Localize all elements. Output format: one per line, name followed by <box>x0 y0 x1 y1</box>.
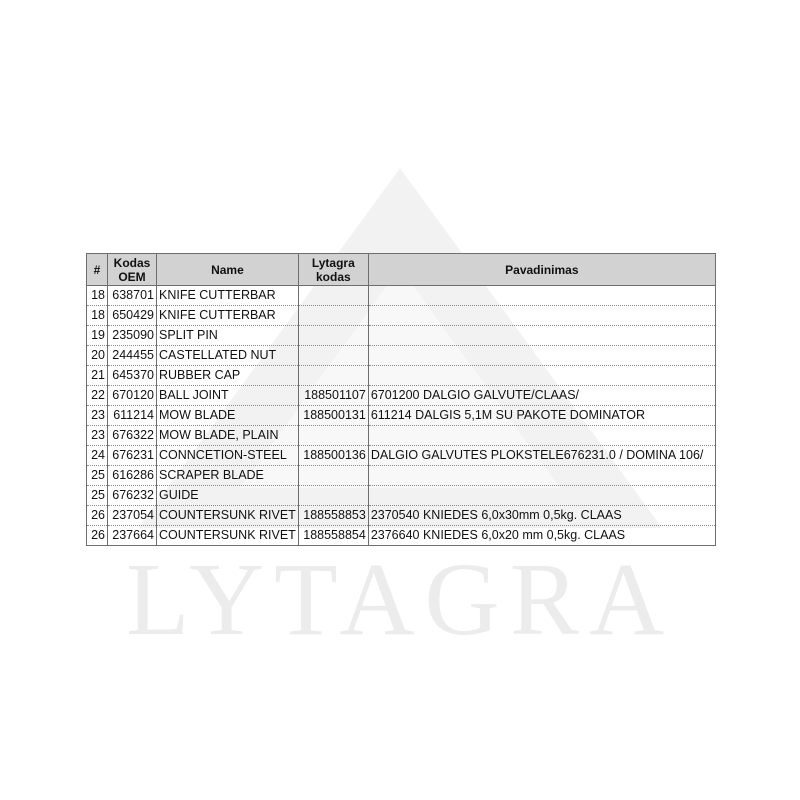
table-row <box>87 506 716 526</box>
cell-oem-code: 670120 <box>108 386 157 406</box>
cell-name: CASTELLATED NUT <box>157 346 299 366</box>
cell-oem-code: 650429 <box>108 306 157 326</box>
table-row <box>87 306 716 326</box>
cell-pavadinimas <box>368 426 715 446</box>
table-row <box>87 386 716 406</box>
cell-name: MOW BLADE <box>157 406 299 426</box>
cell-lytagra-code <box>298 366 368 386</box>
table-row <box>87 406 716 426</box>
cell-oem-code: 638701 <box>108 286 157 306</box>
table-row <box>87 466 716 486</box>
cell-pavadinimas <box>368 486 715 506</box>
cell-oem-code: 676231 <box>108 446 157 466</box>
cell-name: BALL JOINT <box>157 386 299 406</box>
cell-lytagra-code: 188501107 <box>298 386 368 406</box>
cell-oem-code: 244455 <box>108 346 157 366</box>
header-pavadinimas: Pavadinimas <box>368 254 715 286</box>
cell-lytagra-code: 188500131 <box>298 406 368 426</box>
cell-pavadinimas <box>368 326 715 346</box>
cell-lytagra-code <box>298 466 368 486</box>
cell-lytagra-code: 188558853 <box>298 506 368 526</box>
cell-oem-code: 676232 <box>108 486 157 506</box>
cell-pavadinimas: 2370540 KNIEDES 6,0x30mm 0,5kg. CLAAS <box>368 506 715 526</box>
cell-name: GUIDE <box>157 486 299 506</box>
table-row <box>87 326 716 346</box>
cell-oem-code: 645370 <box>108 366 157 386</box>
cell-lytagra-code <box>298 306 368 326</box>
cell-lytagra-code: 188558854 <box>298 526 368 546</box>
cell-lytagra-code: 188500136 <box>298 446 368 466</box>
header-number: # <box>87 254 108 286</box>
cell-pavadinimas <box>368 466 715 486</box>
cell-number: 25 <box>87 466 108 486</box>
cell-oem-code: 237054 <box>108 506 157 526</box>
cell-number: 18 <box>87 286 108 306</box>
cell-pavadinimas <box>368 306 715 326</box>
cell-name: CONNCETION-STEEL <box>157 446 299 466</box>
cell-lytagra-code <box>298 486 368 506</box>
header-oem-code: Kodas OEM <box>108 254 157 286</box>
cell-name: COUNTERSUNK RIVET <box>157 506 299 526</box>
table-row <box>87 366 716 386</box>
cell-number: 23 <box>87 406 108 426</box>
cell-name: COUNTERSUNK RIVET <box>157 526 299 546</box>
table-row <box>87 346 716 366</box>
table-row <box>87 526 716 546</box>
cell-name: MOW BLADE, PLAIN <box>157 426 299 446</box>
parts-table <box>86 253 716 546</box>
cell-lytagra-code <box>298 326 368 346</box>
table-row <box>87 446 716 466</box>
cell-pavadinimas <box>368 286 715 306</box>
cell-pavadinimas <box>368 366 715 386</box>
cell-name: KNIFE CUTTERBAR <box>157 286 299 306</box>
watermark-text: LYTAGRA <box>125 542 675 657</box>
cell-lytagra-code <box>298 286 368 306</box>
cell-number: 26 <box>87 526 108 546</box>
cell-number: 23 <box>87 426 108 446</box>
cell-oem-code: 676322 <box>108 426 157 446</box>
header-lytagra-code: Lytagra kodas <box>298 254 368 286</box>
cell-number: 24 <box>87 446 108 466</box>
header-name: Name <box>157 254 299 286</box>
cell-number: 21 <box>87 366 108 386</box>
cell-lytagra-code <box>298 426 368 446</box>
cell-number: 19 <box>87 326 108 346</box>
cell-lytagra-code <box>298 346 368 366</box>
cell-name: RUBBER CAP <box>157 366 299 386</box>
cell-oem-code: 237664 <box>108 526 157 546</box>
cell-oem-code: 611214 <box>108 406 157 426</box>
cell-number: 25 <box>87 486 108 506</box>
table-header-row <box>87 254 716 286</box>
cell-name: KNIFE CUTTERBAR <box>157 306 299 326</box>
cell-oem-code: 616286 <box>108 466 157 486</box>
cell-name: SPLIT PIN <box>157 326 299 346</box>
cell-number: 26 <box>87 506 108 526</box>
cell-oem-code: 235090 <box>108 326 157 346</box>
table-row <box>87 426 716 446</box>
cell-pavadinimas: DALGIO GALVUTES PLOKSTELE676231.0 / DOMINA 106/ <box>368 446 715 466</box>
table-row <box>87 286 716 306</box>
cell-number: 18 <box>87 306 108 326</box>
cell-pavadinimas: 611214 DALGIS 5,1M SU PAKOTE DOMINATOR <box>368 406 715 426</box>
cell-pavadinimas: 6701200 DALGIO GALVUTE/CLAAS/ <box>368 386 715 406</box>
cell-name: SCRAPER BLADE <box>157 466 299 486</box>
cell-pavadinimas <box>368 346 715 366</box>
cell-number: 20 <box>87 346 108 366</box>
cell-number: 22 <box>87 386 108 406</box>
cell-pavadinimas: 2376640 KNIEDES 6,0x20 mm 0,5kg. CLAAS <box>368 526 715 546</box>
table-row <box>87 486 716 506</box>
